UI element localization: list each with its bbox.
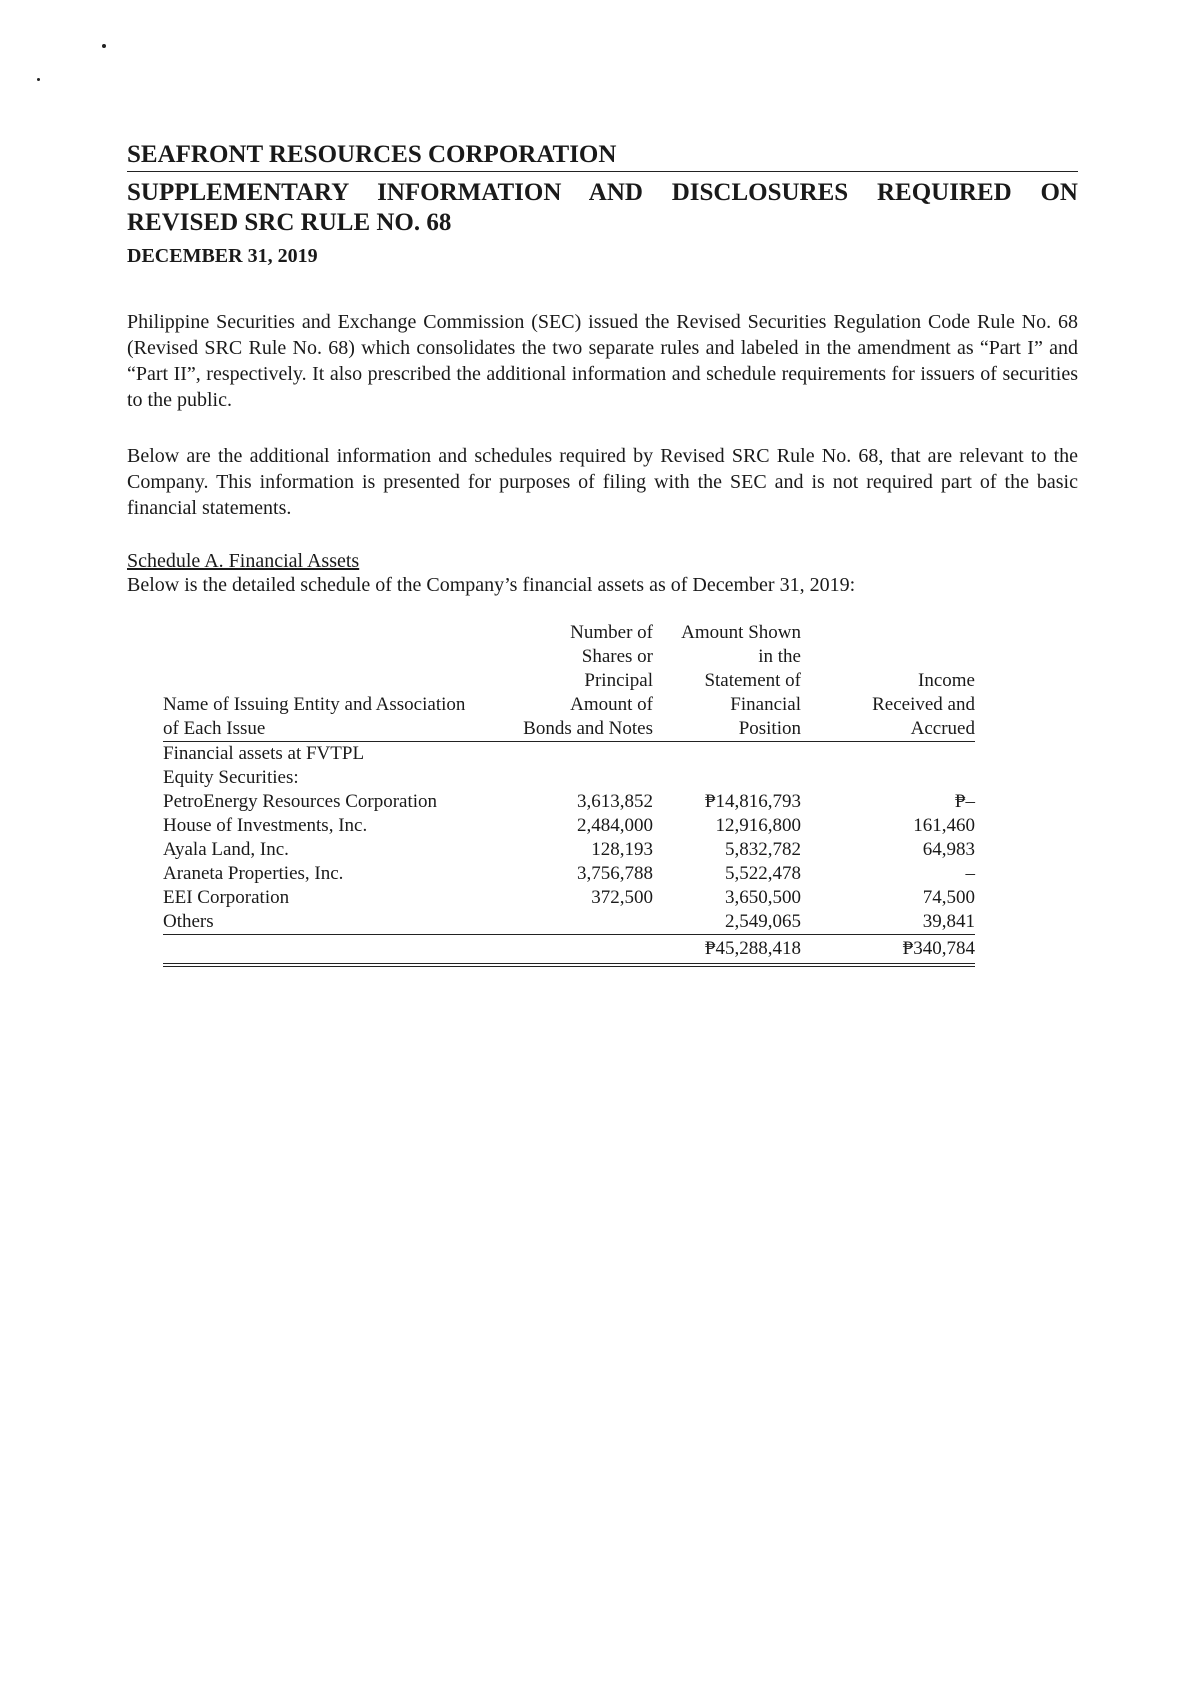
total-label-cell	[163, 935, 513, 966]
issuer-name: House of Investments, Inc.	[163, 815, 368, 836]
amount-value: 3,650,500	[725, 887, 801, 908]
amount-value: 12,916,800	[715, 815, 801, 836]
subsection-label: Equity Securities:	[163, 767, 299, 788]
amount-value: 5,832,782	[725, 839, 801, 860]
table-row	[163, 862, 975, 886]
total-row	[163, 935, 975, 966]
shares-value: 2,484,000	[577, 815, 653, 836]
relevance-paragraph: Below are the additional information and schedules required by Revised SRC Rule No. 68, that are relevant to the Company. This information is presented for purposes of filing with the SEC and is not required part of the basic financial statements.	[127, 445, 1078, 519]
amount-value: ₱14,816,793	[704, 791, 801, 812]
shares-value	[513, 910, 653, 935]
company-name: SEAFRONT RESOURCES CORPORATION	[127, 140, 1078, 172]
intro-paragraph: Philippine Securities and Exchange Commission (SEC) issued the Revised Securities Regulation Code Rule No. 68 (Revised SRC Rule No. 68) which consolidates the two separate rules and labeled in the amendment as “Part I” and “Part II”, respectively. It also prescribed the additional information and schedule requirements for issuers of securities to the public.	[127, 311, 1078, 411]
table-row	[163, 910, 975, 935]
section-label: Financial assets at FVTPL	[163, 743, 365, 764]
amount-value: 5,522,478	[725, 863, 801, 884]
shares-value: 128,193	[591, 839, 653, 860]
report-subtitle: REVISED SRC RULE NO. 68	[127, 209, 452, 236]
total-amount: ₱45,288,418	[653, 935, 801, 966]
column-header-income: Income Received and Accrued	[801, 621, 975, 742]
table-row	[163, 790, 975, 814]
table-header-row	[163, 621, 975, 742]
scan-speck	[37, 78, 40, 81]
total-shares-cell	[513, 935, 653, 966]
table-row	[163, 886, 975, 910]
document-page	[127, 140, 1078, 967]
shares-value: 3,756,788	[577, 863, 653, 884]
amount-value: 2,549,065	[653, 910, 801, 935]
column-header-shares: Number of Shares or Principal Amount of Bonds and Notes	[513, 621, 653, 742]
shares-value: 372,500	[591, 887, 653, 908]
column-header-amount: Amount Shown in the Statement of Financial Position	[653, 621, 801, 742]
schedule-title: Schedule A. Financial Assets	[127, 550, 360, 572]
column-header-name: Name of Issuing Entity and Association of Each Issue	[163, 621, 513, 742]
issuer-name: PetroEnergy Resources Corporation	[163, 791, 438, 812]
issuer-name: Ayala Land, Inc.	[163, 839, 289, 860]
table-row	[163, 838, 975, 862]
issuer-name: Others	[163, 910, 513, 935]
table-row	[163, 814, 975, 838]
income-value: 64,983	[922, 839, 975, 860]
shares-value: 3,613,852	[577, 791, 653, 812]
scan-speck	[102, 44, 106, 48]
income-value: 39,841	[801, 910, 975, 935]
subsection-row	[163, 766, 975, 790]
section-row	[163, 742, 975, 767]
income-value: ₱–	[954, 791, 975, 812]
report-date: DECEMBER 31, 2019	[127, 245, 318, 267]
income-value: –	[965, 863, 975, 884]
issuer-name: EEI Corporation	[163, 887, 290, 908]
issuer-name: Araneta Properties, Inc.	[163, 863, 344, 884]
income-value: 74,500	[922, 887, 975, 908]
report-title: SUPPLEMENTARY INFORMATION AND DISCLOSURES REQUIRED ON	[127, 179, 1078, 206]
total-income: ₱340,784	[801, 935, 975, 966]
financial-assets-table	[163, 621, 975, 967]
income-value: 161,460	[913, 815, 975, 836]
schedule-intro: Below is the detailed schedule of the Company’s financial assets as of December 31, 2019:	[127, 574, 856, 596]
